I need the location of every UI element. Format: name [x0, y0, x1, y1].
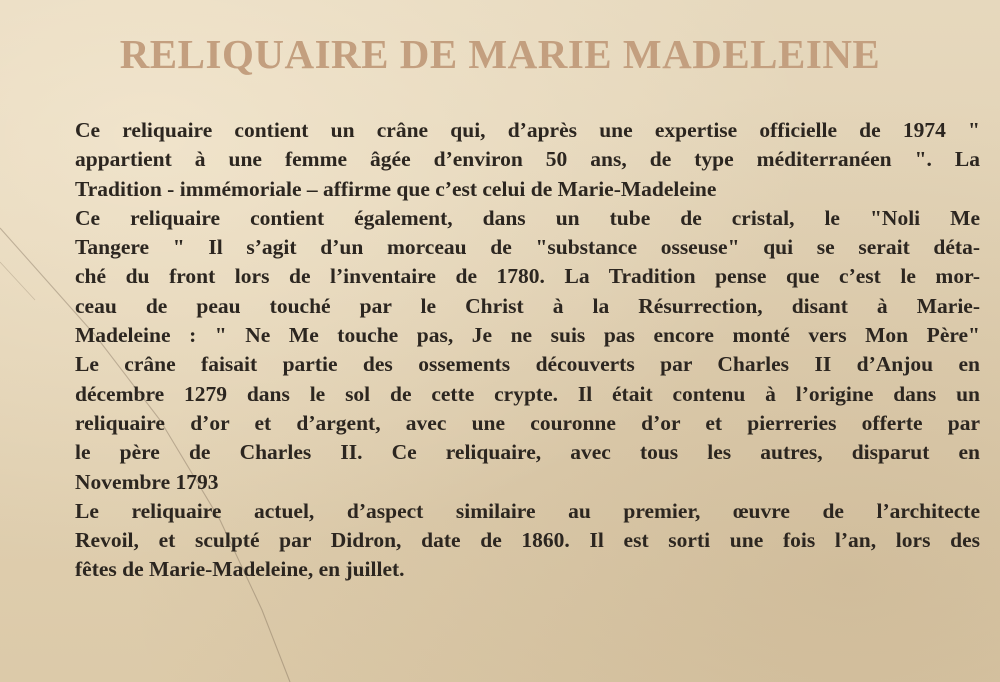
text-line: Le reliquaire actuel, d’aspect similaire au premier, œuvre de l’architecte: [75, 498, 980, 523]
text-line: ceau de peau touché par le Christ à la Résurrection, disant à Marie-: [75, 293, 980, 318]
text-line: Le crâne faisait partie des ossements découverts par Charles II d’Anjou en: [75, 352, 980, 377]
text-line: appartient à une femme âgée d’environ 50 ans, de type méditerranéen ". La: [75, 147, 980, 172]
text-line: le père de Charles II. Ce reliquaire, avec tous les autres, disparut en: [75, 440, 980, 465]
text-line: reliquaire d’or et d’argent, avec une couronne d’or et pierreries offerte par: [75, 410, 980, 435]
page-title: RELIQUAIRE DE MARIE MADELEINE: [119, 31, 881, 77]
text-line: Tangere " Il s’agit d’un morceau de "substance osseuse" qui se serait déta-: [75, 235, 980, 260]
text-line: Novembre 1793: [75, 469, 219, 494]
text-line: Tradition - immémoriale – affirme que c’est celui de Marie-Madeleine: [75, 176, 717, 201]
text-line: décembre 1279 dans le sol de cette crypte. Il était contenu à l’origine dans un: [75, 381, 980, 406]
text-line: Revoil, et sculpté par Didron, date de 1860. Il est sorti une fois l’an, lors des: [75, 528, 980, 553]
text-line: ché du front lors de l’inventaire de 1780. La Tradition pense que c’est le mor-: [75, 264, 980, 289]
text-line: fêtes de Marie-Madeleine, en juillet.: [75, 557, 405, 582]
text-line: Madeleine : " Ne Me touche pas, Je ne suis pas encore monté vers Mon Père": [75, 323, 980, 348]
text-line: Ce reliquaire contient un crâne qui, d’après une expertise officielle de 1974 ": [75, 118, 980, 142]
body-text: [75, 116, 980, 585]
text-line: Ce reliquaire contient également, dans un tube de cristal, le "Noli Me: [75, 205, 980, 230]
